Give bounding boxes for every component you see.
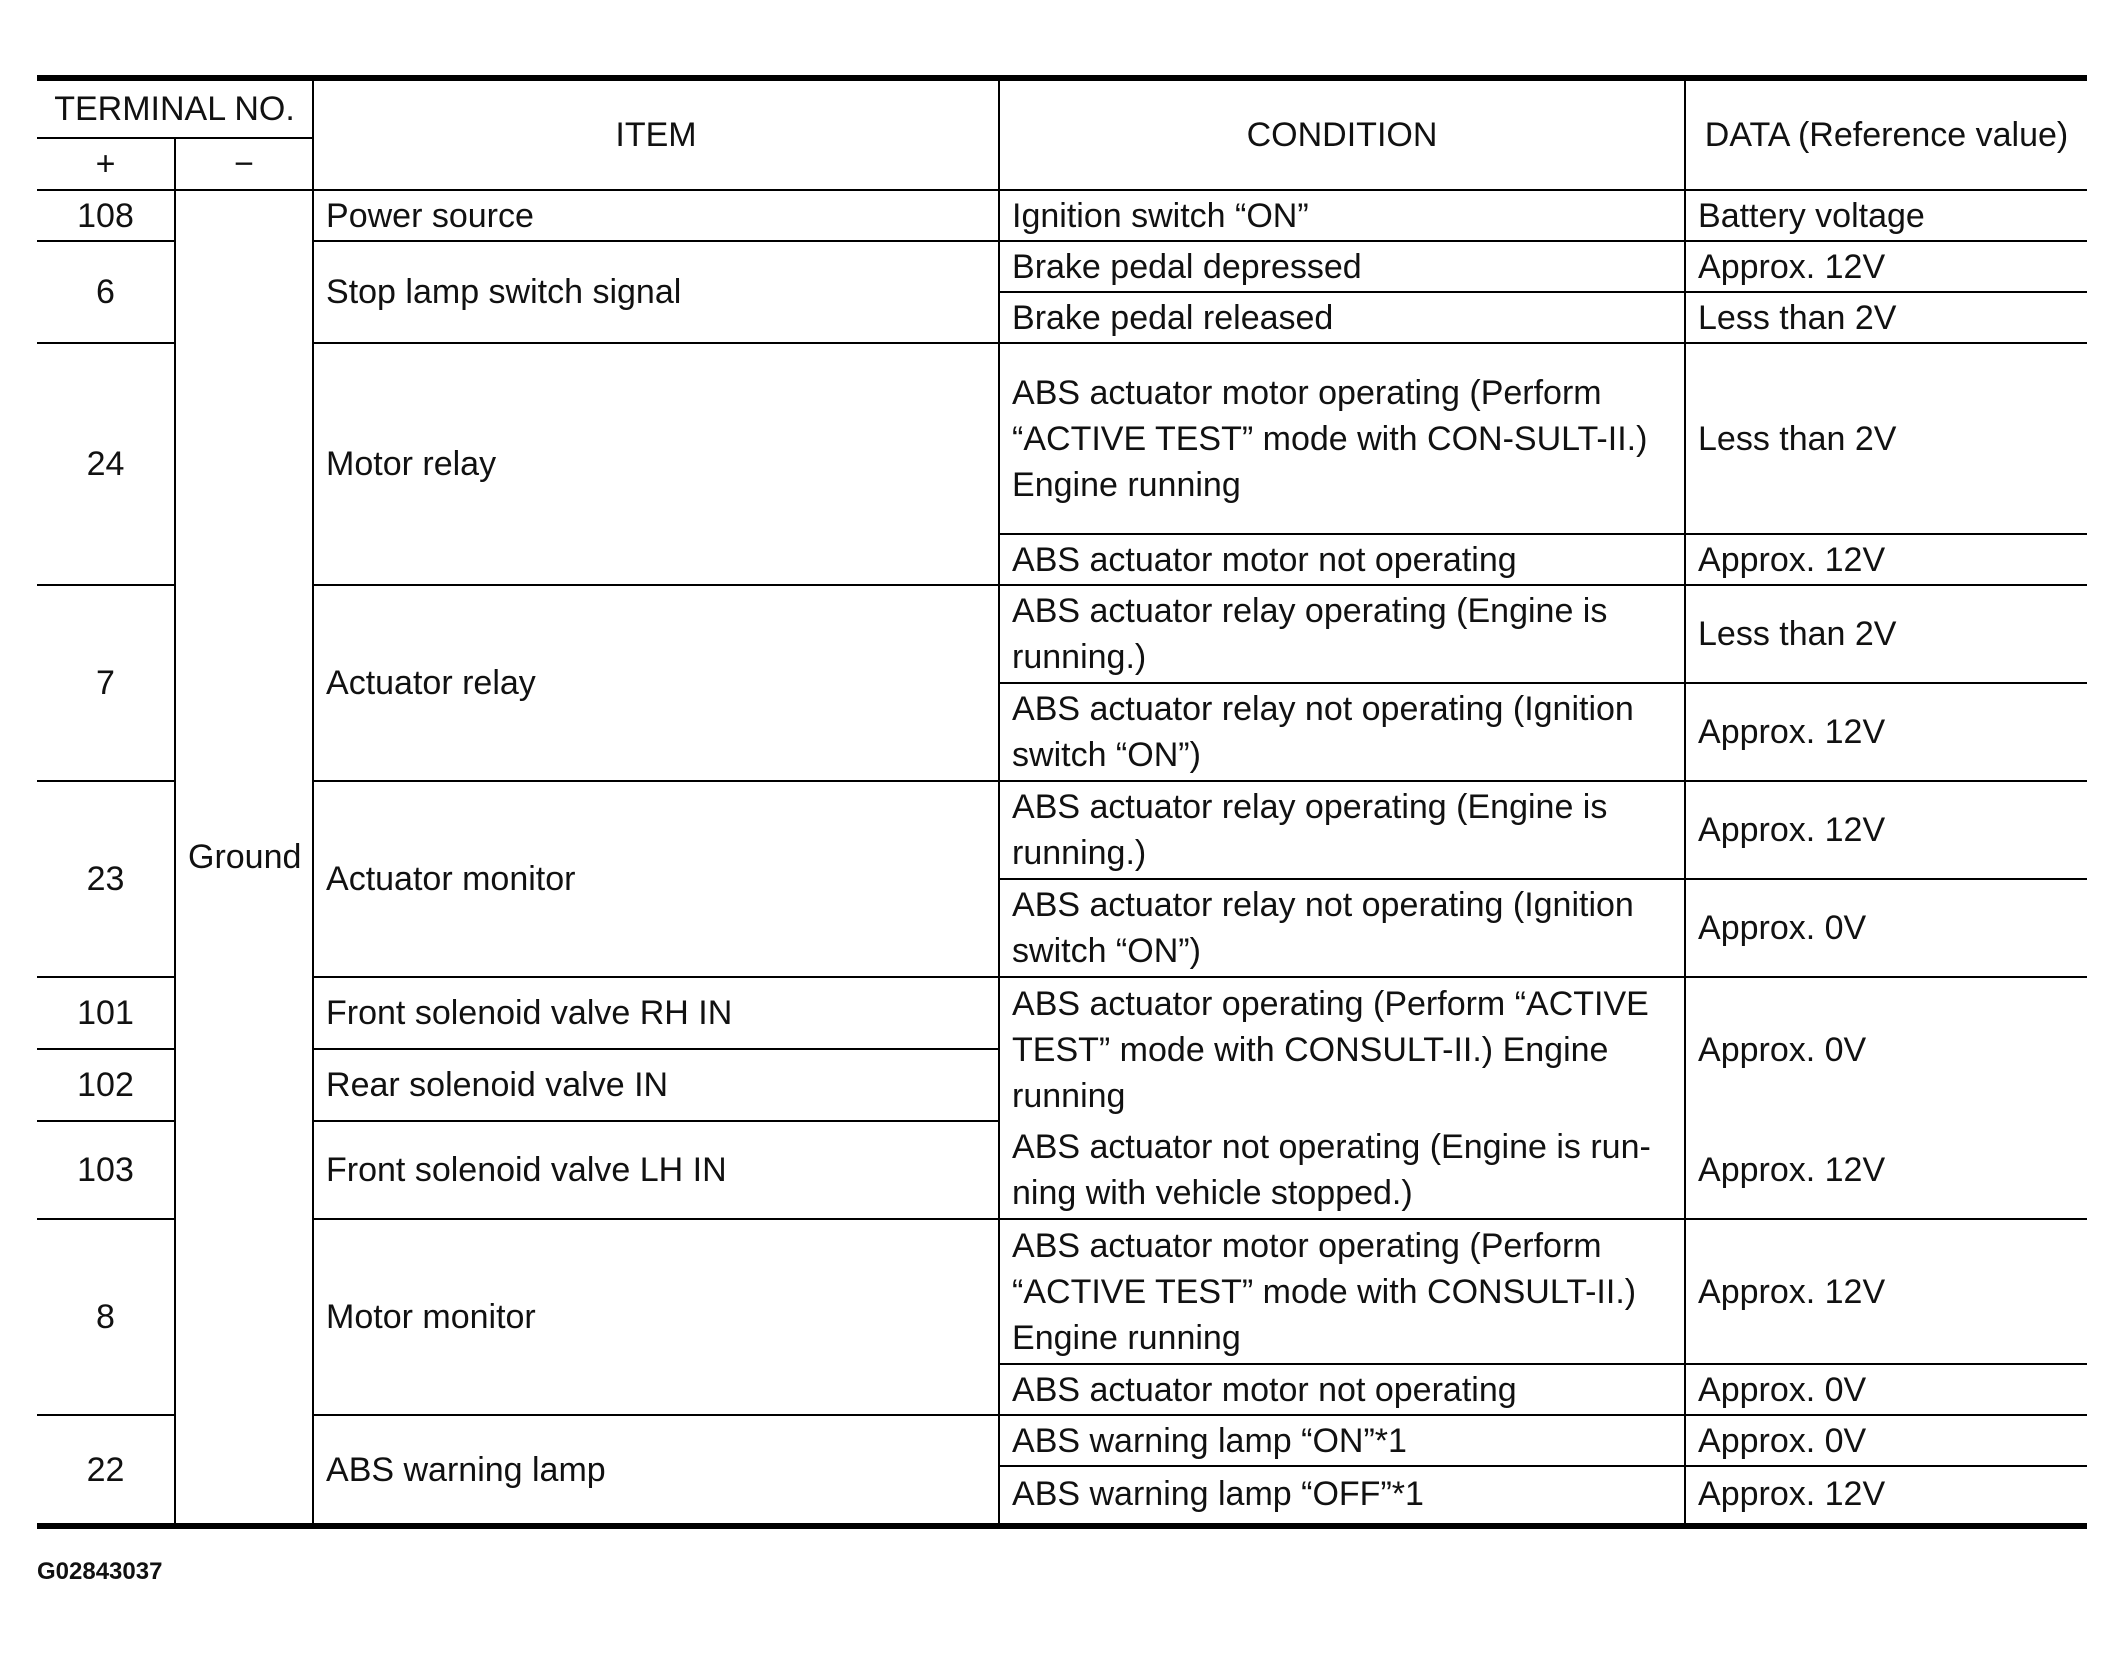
ground-cell: Ground — [175, 190, 313, 1526]
figure-reference-code: G02843037 — [37, 1558, 163, 1585]
table-row — [37, 585, 2087, 683]
condition-cell: ABS actuator motor not operating — [999, 534, 1685, 585]
data-cell: Approx. 12V — [1685, 534, 2087, 585]
condition-cell: ABS actuator relay not operating (Ignition switch “ON”) — [999, 879, 1685, 977]
condition-cell: ABS actuator motor not operating — [999, 1364, 1685, 1415]
item-cell: Actuator monitor — [313, 781, 999, 977]
data-cell: Less than 2V — [1685, 343, 2087, 534]
condition-cell: Brake pedal depressed — [999, 241, 1685, 292]
item-cell: Motor monitor — [313, 1219, 999, 1415]
condition-cell: ABS actuator not operating (Engine is run-ning with vehicle stopped.) — [999, 1121, 1685, 1219]
terminal-number: 102 — [37, 1049, 175, 1121]
data-cell: Approx. 0V — [1685, 1415, 2087, 1466]
condition-cell: ABS warning lamp “OFF”*1 — [999, 1466, 1685, 1526]
item-cell: Rear solenoid valve IN — [313, 1049, 999, 1121]
item-cell: ABS warning lamp — [313, 1415, 999, 1526]
data-cell: Approx. 0V — [1685, 1364, 2087, 1415]
terminal-number: 24 — [37, 343, 175, 585]
condition-cell: ABS actuator motor operating (Perform “ACTIVE TEST” mode with CON-SULT-II.) Engine running — [999, 343, 1685, 534]
table-row — [37, 241, 2087, 292]
table-row — [37, 1219, 2087, 1364]
condition-header: CONDITION — [999, 78, 1685, 190]
table-row — [37, 1121, 2087, 1219]
data-cell: Approx. 12V — [1685, 683, 2087, 781]
terminal-number: 108 — [37, 190, 175, 241]
condition-cell: ABS actuator operating (Perform “ACTIVE TEST” mode with CONSULT-II.) Engine running — [999, 977, 1685, 1121]
terminal-number: 8 — [37, 1219, 175, 1415]
condition-cell: ABS actuator relay operating (Engine is running.) — [999, 781, 1685, 879]
table-row — [37, 190, 2087, 241]
table-row — [37, 781, 2087, 879]
terminal-number: 22 — [37, 1415, 175, 1526]
data-cell: Less than 2V — [1685, 585, 2087, 683]
terminal-reference-table — [37, 75, 2087, 1529]
table-row — [37, 977, 2087, 1049]
data-cell: Less than 2V — [1685, 292, 2087, 343]
terminal-number: 6 — [37, 241, 175, 343]
item-cell: Motor relay — [313, 343, 999, 585]
item-cell: Front solenoid valve LH IN — [313, 1121, 999, 1219]
data-header: DATA (Reference value) — [1685, 78, 2087, 190]
terminal-number: 7 — [37, 585, 175, 781]
item-cell: Front solenoid valve RH IN — [313, 977, 999, 1049]
condition-cell: ABS actuator relay operating (Engine is running.) — [999, 585, 1685, 683]
terminal-reference-table-container — [37, 75, 2087, 1529]
table-row — [37, 1415, 2087, 1466]
condition-cell: Ignition switch “ON” — [999, 190, 1685, 241]
condition-cell: ABS actuator relay not operating (Ignition switch “ON”) — [999, 683, 1685, 781]
minus-header: − — [175, 138, 313, 190]
item-cell: Stop lamp switch signal — [313, 241, 999, 343]
data-cell: Approx. 12V — [1685, 1121, 2087, 1219]
terminal-number: 23 — [37, 781, 175, 977]
data-cell: Battery voltage — [1685, 190, 2087, 241]
data-cell: Approx. 12V — [1685, 1219, 2087, 1364]
terminal-number: 101 — [37, 977, 175, 1049]
terminal-number: 103 — [37, 1121, 175, 1219]
terminal-no-header: TERMINAL NO. — [37, 78, 313, 138]
header-row — [37, 78, 2087, 138]
item-cell: Power source — [313, 190, 999, 241]
item-cell: Actuator relay — [313, 585, 999, 781]
item-header: ITEM — [313, 78, 999, 190]
condition-cell: ABS warning lamp “ON”*1 — [999, 1415, 1685, 1466]
data-cell: Approx. 12V — [1685, 241, 2087, 292]
condition-cell: ABS actuator motor operating (Perform “ACTIVE TEST” mode with CONSULT-II.) Engine running — [999, 1219, 1685, 1364]
plus-header: + — [37, 138, 175, 190]
data-cell: Approx. 12V — [1685, 1466, 2087, 1526]
table-row — [37, 343, 2087, 534]
data-cell: Approx. 12V — [1685, 781, 2087, 879]
data-cell: Approx. 0V — [1685, 977, 2087, 1121]
data-cell: Approx. 0V — [1685, 879, 2087, 977]
condition-cell: Brake pedal released — [999, 292, 1685, 343]
